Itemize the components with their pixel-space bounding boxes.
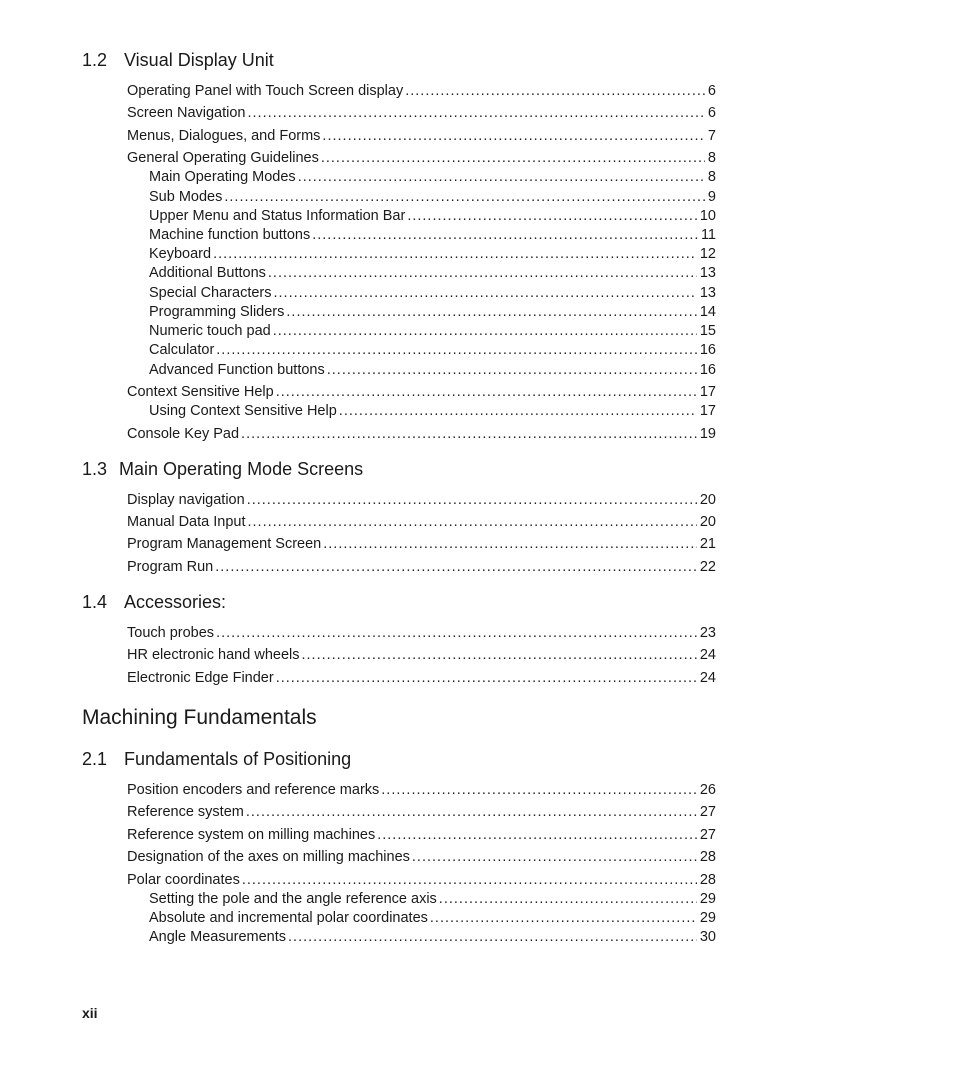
toc-entry-title: Menus, Dialogues, and Forms xyxy=(127,128,321,144)
page-folio: xii xyxy=(82,1005,98,1021)
dot-leader xyxy=(274,285,697,302)
toc-entry-title: Position encoders and reference marks xyxy=(127,782,380,798)
toc-entry[interactable] xyxy=(127,384,716,401)
toc-entry-page: 20 xyxy=(699,514,716,530)
toc-entry[interactable] xyxy=(127,426,716,443)
dot-leader xyxy=(339,403,697,420)
dot-leader xyxy=(312,227,698,244)
dot-leader xyxy=(381,782,697,799)
dot-leader xyxy=(242,872,697,889)
section-title: Visual Display Unit xyxy=(124,50,274,70)
toc-entry-page: 10 xyxy=(699,208,716,224)
toc-entry-title: Electronic Edge Finder xyxy=(127,670,274,686)
toc-entry-title: Upper Menu and Status Information Bar xyxy=(149,208,406,224)
toc-entry-page: 24 xyxy=(699,647,716,663)
toc-entry-page: 12 xyxy=(699,246,716,262)
toc-subentry[interactable] xyxy=(149,891,716,908)
toc-entry-title: Main Operating Modes xyxy=(149,169,296,185)
toc-entry-title: Absolute and incremental polar coordinates xyxy=(149,910,428,926)
toc-entry-page: 16 xyxy=(699,342,716,358)
toc-entry[interactable] xyxy=(127,670,716,687)
toc-entry-page: 15 xyxy=(699,323,716,339)
dot-leader xyxy=(286,304,696,321)
toc-entry[interactable] xyxy=(127,150,716,167)
dot-leader xyxy=(276,670,697,687)
toc-entry-page: 29 xyxy=(699,910,716,926)
toc-entry[interactable] xyxy=(127,647,716,664)
dot-leader xyxy=(377,827,697,844)
toc-entry-title: Designation of the axes on milling machines xyxy=(127,849,410,865)
dot-leader xyxy=(276,384,697,401)
toc-entry-page: 6 xyxy=(707,83,716,99)
dot-leader xyxy=(323,536,697,553)
toc-entry-title: Operating Panel with Touch Screen display xyxy=(127,83,404,99)
dot-leader xyxy=(215,559,697,576)
toc-entry-title: Programming Sliders xyxy=(149,304,285,320)
toc-entry-title: Using Context Sensitive Help xyxy=(149,403,337,419)
dot-leader xyxy=(248,105,705,122)
toc-entry[interactable] xyxy=(127,492,716,509)
toc-entry-title: General Operating Guidelines xyxy=(127,150,319,166)
toc-entry-title: Manual Data Input xyxy=(127,514,246,530)
toc-subentry[interactable] xyxy=(149,208,716,225)
toc-entry[interactable] xyxy=(127,128,716,145)
toc-subentry[interactable] xyxy=(149,265,716,282)
dot-leader xyxy=(301,647,696,664)
toc-entry-page: 17 xyxy=(699,403,716,419)
dot-leader xyxy=(268,265,697,282)
toc-entry-page: 13 xyxy=(699,265,716,281)
toc-entry-page: 13 xyxy=(699,285,716,301)
toc-entry[interactable] xyxy=(127,105,716,122)
dot-leader xyxy=(216,625,697,642)
toc-entry-page: 28 xyxy=(699,872,716,888)
section-title: Main Operating Mode Screens xyxy=(119,459,364,479)
toc-subentry[interactable] xyxy=(149,227,716,244)
section-number: 1.2 xyxy=(82,50,108,70)
toc-entry-page: 21 xyxy=(699,536,716,552)
toc-entry[interactable] xyxy=(127,782,716,799)
toc-entry-page: 26 xyxy=(699,782,716,798)
dot-leader xyxy=(407,208,697,225)
toc-entry-title: Screen Navigation xyxy=(127,105,246,121)
chapter-title: Machining Fundamentals xyxy=(82,706,317,729)
toc-entry-title: Calculator xyxy=(149,342,215,358)
toc-subentry[interactable] xyxy=(149,285,716,302)
dot-leader xyxy=(288,929,697,946)
dot-leader xyxy=(322,128,705,145)
toc-subentry[interactable] xyxy=(149,304,716,321)
toc-entry-page: 27 xyxy=(699,827,716,843)
section-heading-2-1 xyxy=(82,749,351,770)
toc-entry-title: Display navigation xyxy=(127,492,245,508)
section-title: Fundamentals of Positioning xyxy=(124,749,352,769)
toc-entry-title: Context Sensitive Help xyxy=(127,384,274,400)
toc-subentry[interactable] xyxy=(149,169,716,186)
section-number: 1.3 xyxy=(82,459,108,479)
toc-subentry[interactable] xyxy=(149,929,716,946)
dot-leader xyxy=(246,804,697,821)
toc-entry-page: 20 xyxy=(699,492,716,508)
toc-entry[interactable] xyxy=(127,849,716,866)
toc-entry-page: 8 xyxy=(707,169,716,185)
toc-entry-page: 27 xyxy=(699,804,716,820)
section-title: Accessories: xyxy=(124,592,227,612)
toc-entry-title: Program Management Screen xyxy=(127,536,322,552)
toc-entry-page: 22 xyxy=(699,559,716,575)
dot-leader xyxy=(439,891,697,908)
toc-entry-page: 7 xyxy=(707,128,716,144)
toc-entry[interactable] xyxy=(127,827,716,844)
toc-entry-page: 19 xyxy=(699,426,716,442)
dot-leader xyxy=(247,492,697,509)
toc-subentry[interactable] xyxy=(149,323,716,340)
toc-subentry[interactable] xyxy=(149,362,716,379)
toc-entry-page: 16 xyxy=(699,362,716,378)
dot-leader xyxy=(241,426,697,443)
toc-entry-title: Advanced Function buttons xyxy=(149,362,325,378)
toc-entry-page: 8 xyxy=(707,150,716,166)
toc-entry-title: Touch probes xyxy=(127,625,215,641)
toc-entry-page: 29 xyxy=(699,891,716,907)
toc-entry-title: Angle Measurements xyxy=(149,929,287,945)
toc-entry[interactable] xyxy=(127,625,716,642)
section-number: 1.4 xyxy=(82,592,108,612)
toc-entry-title: Reference system on milling machines xyxy=(127,827,376,843)
toc-entry-title: Console Key Pad xyxy=(127,426,240,442)
dot-leader xyxy=(298,169,705,186)
toc-entry-title: Program Run xyxy=(127,559,214,575)
toc-entry-title: Additional Buttons xyxy=(149,265,266,281)
toc-entry-title: Setting the pole and the angle reference axis xyxy=(149,891,437,907)
toc-entry[interactable] xyxy=(127,514,716,531)
toc-entry[interactable] xyxy=(127,83,716,100)
toc-entry-page: 6 xyxy=(707,105,716,121)
section-heading-1-3 xyxy=(82,459,363,480)
toc-entry-title: Keyboard xyxy=(149,246,212,262)
toc-entry[interactable] xyxy=(127,804,716,821)
toc-subentry[interactable] xyxy=(149,246,716,263)
toc-subentry[interactable] xyxy=(149,403,716,420)
dot-leader xyxy=(273,323,697,340)
dot-leader xyxy=(248,514,697,531)
dot-leader xyxy=(224,189,705,206)
toc-subentry[interactable] xyxy=(149,910,716,927)
section-heading-1-4 xyxy=(82,592,226,613)
dot-leader xyxy=(430,910,697,927)
dot-leader xyxy=(321,150,705,167)
toc-entry-page: 24 xyxy=(699,670,716,686)
toc-subentry[interactable] xyxy=(149,189,716,206)
section-heading-1-2 xyxy=(82,50,274,71)
toc-entry-title: Polar coordinates xyxy=(127,872,240,888)
toc-entry-title: Machine function buttons xyxy=(149,227,311,243)
dot-leader xyxy=(405,83,705,100)
toc-subentry[interactable] xyxy=(149,342,716,359)
toc-entry-title: Numeric touch pad xyxy=(149,323,271,339)
dot-leader xyxy=(412,849,697,866)
section-number: 2.1 xyxy=(82,749,108,769)
toc-entry-page: 30 xyxy=(699,929,716,945)
toc-entry-page: 23 xyxy=(699,625,716,641)
toc-entry-title: Reference system xyxy=(127,804,244,820)
dot-leader xyxy=(327,362,697,379)
toc-entry[interactable] xyxy=(127,559,716,576)
toc-entry[interactable] xyxy=(127,872,716,889)
toc-entry-page: 14 xyxy=(699,304,716,320)
dot-leader xyxy=(216,342,697,359)
toc-entry-page: 28 xyxy=(699,849,716,865)
toc-entry-title: HR electronic hand wheels xyxy=(127,647,300,663)
toc-entry-title: Special Characters xyxy=(149,285,272,301)
toc-entry[interactable] xyxy=(127,536,716,553)
toc-entry-page: 17 xyxy=(699,384,716,400)
dot-leader xyxy=(213,246,697,263)
toc-entry-page: 11 xyxy=(700,227,716,243)
toc-entry-page: 9 xyxy=(707,189,716,205)
toc-entry-title: Sub Modes xyxy=(149,189,223,205)
